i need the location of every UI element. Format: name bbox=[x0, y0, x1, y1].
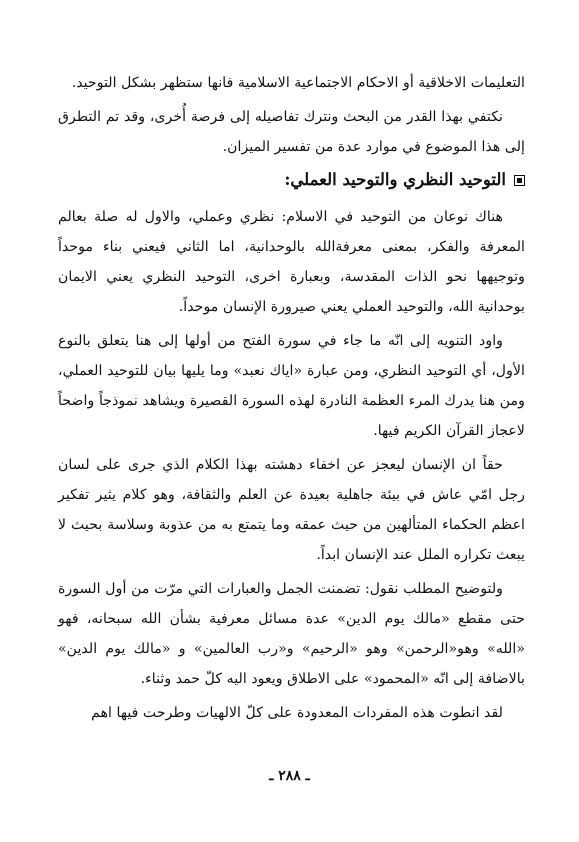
paragraph: واود التنويه إلى انّه ما جاء في سورة الفتح من أولها إلى هنا يتعلق بالنوع الأول، أي التوحيد النظري، ومن عبارة «اياك نعبد» وما يليها بيان للتوحيد العملي، ومن هنا يدرك المرء العظمة النادرة لهذه السورة القصيرة ويشاهد نموذجاً واضحاً لاعجاز القرآن الكريم فيها. bbox=[58, 333, 525, 439]
top-paragraphs bbox=[58, 68, 525, 162]
paragraph: حقاً ان الإنسان ليعجز عن اخفاء دهشته بهذا الكلام الذي جرى على لسان رجل امّي عاش في بيئة جاهلية بعيدة عن العلم والثقافة، وهو كلام يثير تفكير اعظم الحكماء المتألهين من حيث عمقه وما يتمتع به من عذوبة وسلاسة بحيث لا يبعث تكراره الملل عند الإنسان ابداً. bbox=[58, 457, 525, 563]
paragraph: نكتفي بهذا القدر من البحث ونترك تفاصيله إلى فرصة أُخرى، وقد تم التطرق إلى هذا الموضوع في موارد عدة من تفسير الميزان. bbox=[58, 109, 525, 155]
paragraph: التعليمات الاخلاقية أو الاحكام الاجتماعية الاسلامية فانها ستظهر بشكل التوحيد. bbox=[71, 75, 525, 91]
section-heading-text: التوحيد النظري والتوحيد العملي: bbox=[284, 170, 506, 189]
page-body bbox=[58, 68, 525, 732]
paragraph: هناك نوعان من التوحيد في الاسلام: نظري وعملي، والاول له صلة بعالم المعرفة والفكر، بمعنى معرفةالله بالوحدانية، اما الثاني فيعني بناء موحداً وتوجيهها نحو الذات المقدسة، وبعبارة اخرى، التوحيد النظري يعني الايمان بوحدانية الله، والتوحيد العملي يعني صيرورة الإنسان موحداً. bbox=[58, 209, 525, 315]
page-number: ـ ٢٨٨ ـ bbox=[269, 768, 310, 784]
square-bullet-icon bbox=[514, 175, 525, 186]
section-heading bbox=[58, 166, 525, 194]
paragraph: لقد انطوت هذه المفردات المعدودة على كلّ الالهيات وطرحت فيها اهم bbox=[91, 705, 503, 721]
paragraph: ولتوضيح المطلب نقول: تضمنت الجمل والعبارات التي مرّت من أول السورة حتى مقطع «مالك يوم الدين» عدة مسائل معرفية بشأن الله سبحانه، فهو «الله» وهو«الرحمن» وهو «الرحيم» و«رب العالمين» و «مالك يوم الدين» بالاضافة إلى انّه «المحمود» على الاطلاق ويعود اليه كلّ حمد وثناء. bbox=[58, 581, 525, 687]
bottom-paragraphs bbox=[58, 202, 525, 728]
